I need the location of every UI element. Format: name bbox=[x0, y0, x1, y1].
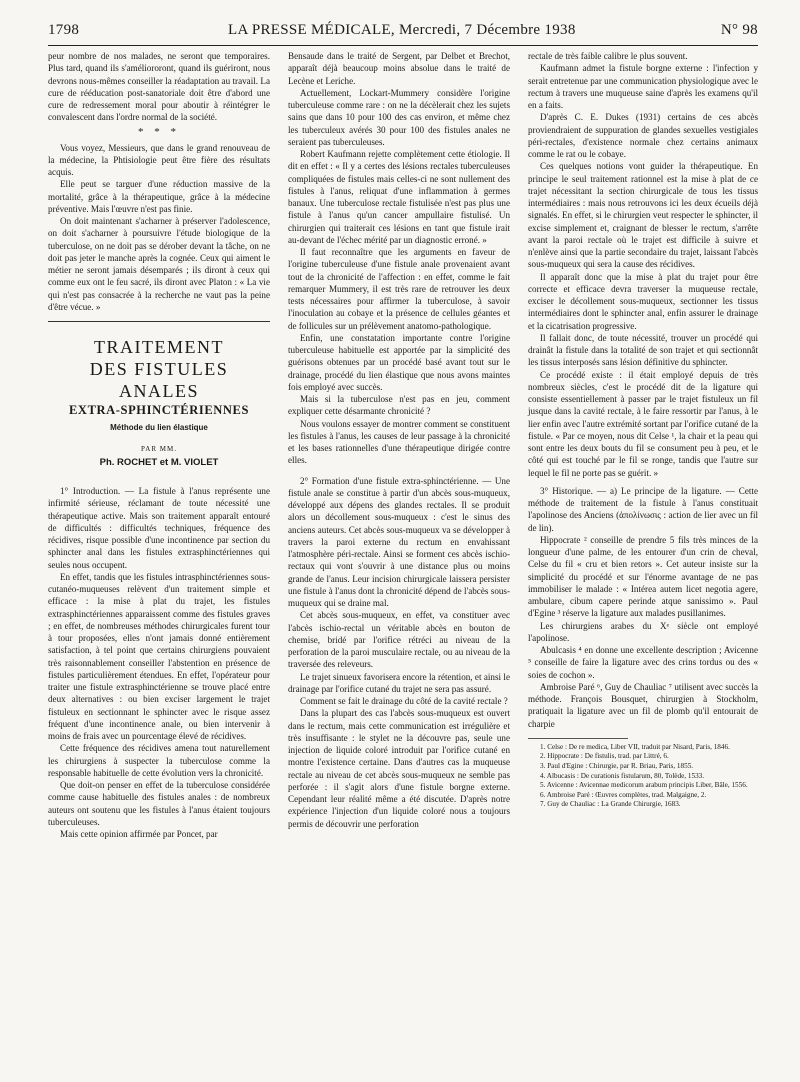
column-1 bbox=[48, 50, 270, 840]
article-title bbox=[48, 336, 270, 402]
paragraph: Mais si la tuberculose n'est pas en jeu, comment expliquer cette désarmante chronicité ? bbox=[288, 394, 510, 417]
paragraph: 2° Formation d'une fistule extra-sphinctérienne. — Une fistule anale se constitue à partir d'un abcès sous-muqueux, développé aux dépens des glandes rectales. Il se produit alors un décollement sous-muqueux : c'est le sinus des anciens auteurs. Cet abcès sous-muqueux va se développer à travers la paroi externe du rectum en envahissant l'atmosphère péri-rectale. Ainsi se forment ces abcès ischio-rectaux qui vont s'ouvrir à une distance plus ou moins grande de l'anus. Leur incision chirurgicale laissera persister une fistule à l'anus dont la chronicité dépend de l'abcès sous-muqueux qui se draine mal. bbox=[288, 475, 510, 608]
header-rule bbox=[48, 45, 758, 46]
paragraph: En effet, tandis que les fistules intrasphinctériennes sous-cutanéo-muqueuses relèvent d'un traitement simple et efficace : la mise à plat du trajet, les fistules extrasphinctériennes apparaissent comme des fistules graves ; en effet, de nombreuses méthodes chirurgicales furent tour à tour proposées, elles n'ont jamais donné entièrement satisfaction, à tel point que certains chirurgiens pouvaient très raisonnablement conseiller l'abstention en présence de fistules particulièrement étendues. En effet, l'opérateur pour traiter une fistule extrasphinctérienne se trouve placé entre deux alternatives : ou bien exciser largement le trajet fistuleux en sectionnant le sphincter avec le risque assez fréquent d'une incontinence anale, ou bien intervenir à moins de frais avec un pourcentage élevé de récidives. bbox=[48, 571, 270, 741]
paragraph: Elle peut se targuer d'une réduction massive de la mortalité, grâce à la thérapeutique, grâce à la médecine préventive. Mais l'œuvre n'est pas finie. bbox=[48, 179, 270, 214]
paragraph: On doit maintenant s'acharner à préserver l'adolescence, on doit s'acharner à poursuivre l'étude biologique de la tuberculose, on ne doit pas se dérober devant la tâche, on ne doit pas jeter le manche après la cognée. Ceux qui aiment le métier ne seront jamais désemparés ; ils diront à ceux qui comme eux ont le feu sacré, ils diront avec Platon : « La vie qui n'est pas consacrée à la recherche ne vaut pas la peine d'être vécue. » bbox=[48, 216, 270, 312]
article-separator bbox=[48, 321, 270, 322]
paragraph: Mais cette opinion affirmée par Poncet, par bbox=[60, 829, 218, 839]
paragraph: Il faut reconnaître que les arguments en faveur de l'origine tuberculeuse d'une fistule anale provenaient avant tout de la chronicité de l'affection : en effet, comme le fait remarquer Mummery, il est très rare de retrouver les deux tests nécessaires pour affirmer la tuberculose, à savoir l'inoculation au cobaye et la présence de cellules géantes et de follicules sur un prélèvement anatomo-pathologique. bbox=[288, 247, 510, 331]
paragraph: Abulcasis ⁴ en donne une excellente description ; Avicenne ⁵ conseille de faire la ligature avec des crins tordus ou des « soies de cochon ». bbox=[528, 645, 758, 680]
article-authors: Ph. ROCHET et M. VIOLET bbox=[99, 456, 219, 468]
paragraph: Ces quelques notions vont guider la thérapeutique. En principe le seul traitement rationnel est la mise à plat de ce trajet nécessitant la section chirurgicale de tous les tissus intermédiaires : mais nous retrouvons ici les deux écueils déjà signalés. En effet, si le chirurgien veut respecter le sphincter, il excise simplement et, craignant de blesser le rectum, s'arrête avant la paroi rectale où le trajet est difficile à suivre et n'enlève ainsi que la partie secondaire du trajet, laissant l'abcès sous-muqueux qui sera la cause des récidives. bbox=[528, 161, 758, 270]
column-3 bbox=[528, 50, 758, 810]
footnote-separator bbox=[528, 738, 628, 739]
footnote: 6. Ambroise Paré : Œuvres complètes, trad. Malgaigne, 2. bbox=[540, 790, 707, 799]
footnote: 2. Hippocrate : De fistulis, trad. par Littré, 6. bbox=[540, 752, 669, 761]
journal-title bbox=[228, 22, 576, 39]
footnote: 1. Celse : De re medica, Liber VII, traduit par Nisard, Paris, 1846. bbox=[540, 742, 730, 751]
journal-name: LA PRESSE MÉDICALE, bbox=[228, 22, 395, 38]
paragraph: Kaufmann admet la fistule borgne externe : l'infection y serait entretenue par une communication physiologique avec le rectum à travers une muqueuse saine d'après les examens qu'il en a faits. bbox=[528, 63, 758, 110]
paragraph: Ambroise Paré ⁶, Guy de Chauliac ⁷ utilisent avec succès la méthode. François Bousquet, chirurgien à Stockholm, pratiquait la ligature avec un fil de plomb qu'il entourait de charpie bbox=[528, 681, 758, 729]
paragraph: Cet abcès sous-muqueux, en effet, va constituer avec l'abcès ischio-rectal un véritable abcès en bouton de chemise, bridé par l'orifice rétréci au niveau de la perforation de la paroi musculaire rectale, ou au niveau de la traversée des releveurs. bbox=[288, 610, 510, 670]
paragraph: 3° Historique. — a) Le principe de la ligature. — Cette méthode de traitement de la fistule à l'anus constituait l'apolinose des Anciens (ἀπολίνωσις : action de lier avec un fil de lin). bbox=[528, 485, 758, 533]
paragraph: Cette fréquence des récidives amena tout naturellement les chirurgiens à suspecter la tuberculose comme la responsable habituelle de cette évolution vers la chronicité. bbox=[48, 743, 270, 778]
footnote: 7. Guy de Chauliac : La Grande Chirurgie, 1683. bbox=[540, 800, 681, 809]
paragraph: D'après C. E. Dukes (1931) certains de ces abcès proviendraient de suppuration de glandes sexuelles vestigiales péri-rectales, d'existence normale chez certains animaux comme le rat ou le cobaye. bbox=[528, 112, 758, 159]
article-title-line-2: DES FISTULES ANALES bbox=[89, 359, 229, 401]
article-subtitle: EXTRA-SPHINCTÉRIENNES bbox=[69, 403, 249, 417]
section-stars: * * * bbox=[138, 125, 180, 138]
paragraph: rectale de très faible calibre le plus souvent. bbox=[528, 51, 688, 61]
article-by: PAR MM. bbox=[141, 444, 177, 453]
paragraph: Enfin, une constatation importante contre l'origine tuberculeuse habituelle est apportée par la simplicité des guérisons obtenues par un procédé basé avant tout sur le drainage, procédé du lien élastique que nous avons maintes fois employé avec succès. bbox=[288, 332, 510, 392]
paragraph: 1° Introduction. — La fistule à l'anus représente une infirmité sérieuse, réclamant de toute nécessité une thérapeutique active. Mais son traitement apparaît entouré de difficultés : difficultés techniques, fréquence des récidives, risque possible d'une incontinence par section du sphincter anal dans les fistules extrasphinctériennes qui seules nous occupent. bbox=[48, 486, 270, 570]
paragraph: Dans la plupart des cas l'abcès sous-muqueux est ouvert dans le rectum, mais cette communication est irrégulière et très insuffisante : le stylet ne la découvre pas, seule une injection de liquide coloré introduit par l'orifice cutané en montre l'existence certaine. Dans d'autres cas la muqueuse rectale au niveau de cet abcès sous-muqueux ne semble pas perforée : il s'agit alors d'une fistule borgne externe. Cependant leur réalité même a été discutée. D'après notre expérience l'injection d'un liquide coloré nous a toujours permis de découvrir une perforation bbox=[288, 708, 510, 829]
issue-date: Mercredi, 7 Décembre 1938 bbox=[399, 22, 576, 38]
paragraph: Il apparaît donc que la mise à plat du trajet pour être correcte et efficace devra traverser la muqueuse rectale, exciser le décollement sous-muqueux, sectionner les tissus intermédiaires dont le sphincter anal, enfin assurer le drainage et la cicatrisation progressive. bbox=[528, 271, 758, 331]
paragraph: Il fallait donc, de toute nécessité, trouver un procédé qui drainât la fistule dans la totalité de son trajet et qui sectionnât les tissus interposés sans lésion définitive du sphincter. bbox=[528, 332, 758, 368]
paragraph: Que doit-on penser en effet de la tuberculose considérée comme cause habituelle des fistules anales : de nombreux auteurs ont soutenu que les fistules à l'anus étaient toujours tuberculeuses. bbox=[48, 780, 270, 827]
paragraph: Ce procédé existe : il était employé depuis de très nombreux siècles, c'est le procédé dit de la ligature qui consiste essentiellement à passer par le trajet fistuleux un fil jusque dans la cavité rectale, à le faire ressortir par l'anus, à le lier enfin avec l'autre extrémité sortant par l'orifice cutané de la fistule. « Par ce moyen, nous dit Celse ¹, la chair et la peau qui sont entre les deux bouts du fil se consument peu à peu, et le côté qui est touché par le fil se ronge, tandis que l'autre sur lequel le fil ne porte pas se guérit. » bbox=[528, 369, 758, 478]
column-2 bbox=[288, 50, 510, 830]
page-header bbox=[48, 22, 758, 42]
article-title-line-1: TRAITEMENT bbox=[94, 337, 224, 357]
paragraph: Bensaude dans le traité de Sergent, par Delbet et Brechot, apparaît déjà beaucoup moins absolue dans le traité de Lecène et Leriche. bbox=[288, 51, 510, 86]
paragraph: Actuellement, Lockart-Mummery considère l'origine tuberculeuse comme rare : on ne la décèlerait chez les sujets sains que dans 10 pour 100 des cas environ, et même chez les tuberculeux avérés 30 pour 100 des fistules anales ne seraient pas tuberculeuses. bbox=[288, 87, 510, 147]
footnote: 4. Albucasis : De curationis fistularum, 80, Tolède, 1533. bbox=[540, 771, 705, 780]
paragraph: Hippocrate ² conseille de prendre 5 fils très minces de la longueur d'une palme, de les entourer d'un crin de cheval, Celse du fil « cru et bien retors ». Cet auteur insiste sur la simplicité du procédé et sur l'énorme avantage de ne pas immobiliser le malade : « Intérea autem licet negotia agere, ambulare, cibum capere perinde atque sanissimo ». Paul d'Egine ³ réserve la ligature aux malades pusillanimes. bbox=[528, 534, 758, 619]
paragraph: Le trajet sinueux favorisera encore la rétention, et ainsi le drainage par l'orifice cutané du trajet ne sera pas assuré. bbox=[288, 671, 510, 694]
paragraph: Robert Kaufmann rejette complètement cette étiologie. Il dit en effet : « Il y a certes des lésions rectales tuberculeuses compliquées de fistules mais celles-ci ne sont nullement des fistules à l'anus, reliquat d'une inflammation à germes banaux. Une tuberculose rectale fistulisée n'est pas plus une fistule à l'anus qu'un cancer ampullaire fistulisé. Un chirurgien qui traiterait ces lésions en tant que fistule irait au-devant de l'échec mérité par un diagnostic erroné. » bbox=[288, 149, 510, 245]
article-method: Méthode du lien élastique bbox=[110, 423, 208, 433]
footnote: 5. Avicenne : Avicennae medicorum arabum principis Liber, Bâle, 1556. bbox=[540, 781, 748, 790]
paragraph: Vous voyez, Messieurs, que dans le grand renouveau de la médecine, la Phtisiologie peut être fière des résultats acquis. bbox=[48, 142, 270, 177]
issue-number: N° 98 bbox=[720, 22, 758, 38]
paragraph: Les chirurgiens arabes du Xᵉ siècle ont employé l'apolinose. bbox=[528, 620, 758, 643]
paragraph: peur nombre de nos malades, ne seront que temporaires. Plus tard, quand ils s'améliororont, quand ils guériront, nous devrons nous-mêmes conseiller la réadaptation au travail. La cure de rééducation post-sanatoriale doit être d'abord une cure de redressement moral pour aboutir à réintégrer le convalescent dans l'ordre normal de la société. bbox=[48, 51, 270, 123]
paragraph: Nous voulons essayer de montrer comment se constituent les fistules à l'anus, les causes de leur passage à la chronicité et les bases rationnelles d'une thérapeutique dirigée contre elles. bbox=[288, 418, 510, 466]
footnote: 3. Paul d'Egine : Chirurgie, par R. Briau, Paris, 1855. bbox=[540, 761, 694, 770]
page-number: 1798 bbox=[48, 22, 80, 38]
paragraph: Comment se fait le drainage du côté de la cavité rectale ? bbox=[300, 696, 508, 706]
